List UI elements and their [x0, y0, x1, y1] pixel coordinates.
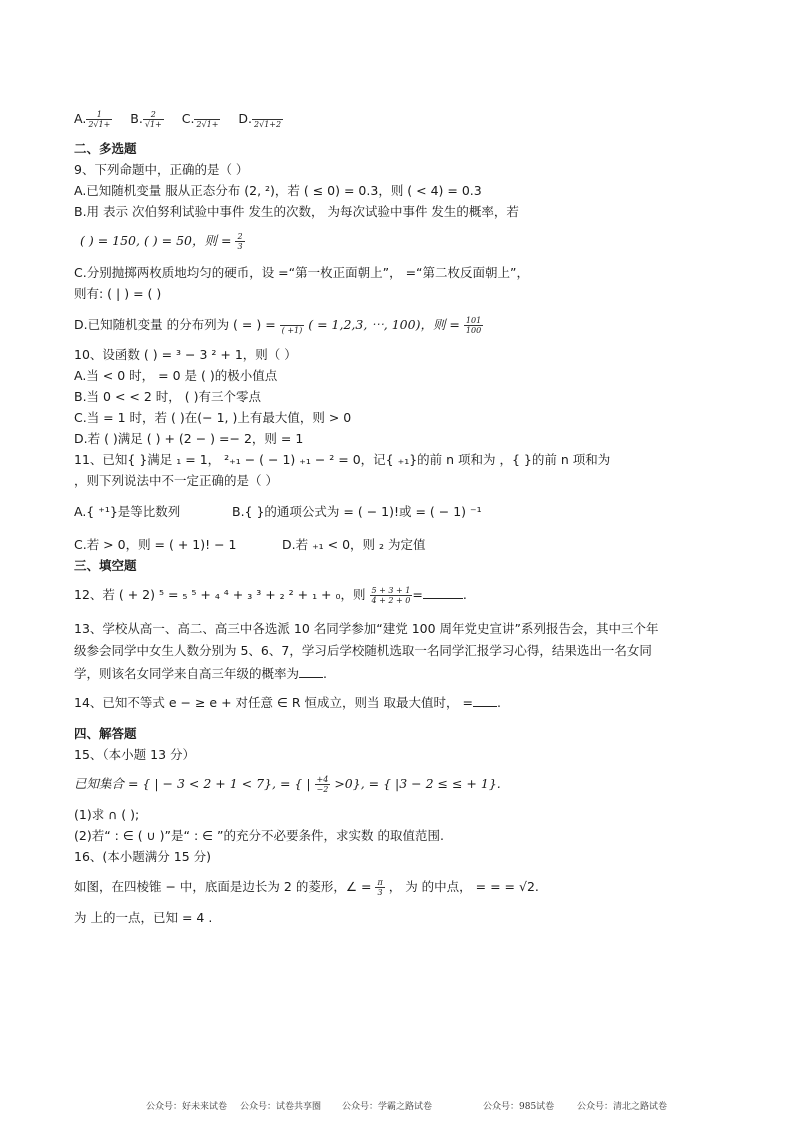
- q11-option-c: C.若 > 0，则 = ( + 1)! − 1: [74, 537, 237, 552]
- section-heading-solutions: 四、解答题: [74, 726, 137, 741]
- q11-options-cd: [74, 537, 426, 553]
- q11-option-d: D.若 ₊₁ < 0，则 ₂ 为定值: [282, 537, 426, 552]
- q8-option-a: A. $\frac{1}{2√1+}$: [74, 110, 111, 129]
- q16-stem: 16、(本小题满分 15 分): [74, 849, 212, 864]
- q8-options: [74, 110, 297, 129]
- q13-line2: 级参会同学中女生人数分别为 5、6、7，学习后学校随机选取一名同学汇报学习心得，结果选出一名女同: [74, 643, 652, 658]
- q9-option-b-line1: B.用 表示 次伯努利试验中事件 发生的次数， 为每次试验中事件 发生的概率，若: [74, 204, 519, 219]
- q8-option-c: C. 2√1+: [181, 111, 219, 129]
- q14-answer-blank[interactable]: [473, 694, 497, 707]
- q10-option-c: C.当 = 1 时，若 ( )在(− 1, )上有最大值，则 > 0: [74, 410, 352, 425]
- q10-option-b: B.当 0 < < 2 时， ( )有三个零点: [74, 389, 261, 404]
- q14: 14、已知不等式 e − ≥ e + 对任意 ∈ R 恒成立，则当 取最大值时， = .: [74, 695, 501, 710]
- q9-option-c-line2: 则有: ( | ) = ( ): [74, 286, 162, 301]
- footer-wechat-4: 公众号：985试卷: [483, 1102, 555, 1112]
- footer-wechat-1: 公众号：好未来试卷: [146, 1102, 228, 1112]
- footer-wechat-2: 公众号：试卷共享圈: [240, 1102, 322, 1112]
- q16-line2: 为 上的一点，已知 = 4 .: [74, 910, 213, 925]
- q10-stem: 10、设函数 ( ) = ³ − 3 ² + 1，则（ ）: [74, 347, 297, 362]
- q11-option-b: B.{ }的通项公式为 = ( − 1)!或 = ( − 1) ⁻¹: [232, 504, 482, 519]
- q11-options-ab: [74, 504, 482, 520]
- q9-option-a: A.已知随机变量 服从正态分布 (2, ²)，若 ( ≤ 0) = 0.3，则 ( < 4) = 0.3: [74, 183, 482, 198]
- footer-wechat-5: 公众号：清北之路试卷: [577, 1102, 668, 1112]
- q9-stem: 9、下列命题中，正确的是（ ）: [74, 162, 249, 177]
- q15-sets: 已知集合 = { | − 3 < 2 + 1 < 7}, = { | $\frac{+4}{-2}$ >0}, = { |3 − 2 ≤ ≤ + 1}.: [74, 775, 501, 794]
- footer-wechat-3: 公众号：学霸之路试卷: [342, 1102, 433, 1112]
- q10-option-d: D.若 ( )满足 ( ) + (2 − ) =− 2，则 = 1: [74, 431, 304, 446]
- q15-stem: 15、（本小题 13 分）: [74, 747, 196, 762]
- q9-option-c-line1: C.分别抛掷两枚质地均匀的硬币，设 =“第一枚正面朝上”， =“第二枚反面朝上”，: [74, 265, 530, 280]
- q15-part1: (1)求 ∩ ( );: [74, 807, 140, 822]
- section-heading-multi-choice: 二、多选题: [74, 141, 137, 156]
- q12: 12、若 ( + 2) ⁵ = ₅ ⁵ + ₄ ⁴ + ₃ ³ + ₂ ² + ₁ + ₀，则 $\frac{5 + 3 + 1}{4 + 2 + 0}$ = .: [74, 586, 467, 605]
- q12-answer-blank[interactable]: [423, 586, 463, 599]
- q11-stem-line1: 11、已知{ }满足 ₁ = 1， ²₊₁ − ( − 1) ₊₁ − ² = 0，记{ ₊₁}的前 n 项和为 ，{ }的前 n 项和为: [74, 452, 611, 467]
- q9-option-d: D.已知随机变量 的分布列为 ( = ) = ( +1) ( = 1,2,3, ⋯, 100)，则 = $\frac{101}{100}$: [74, 316, 482, 335]
- q15-part2: (2)若“ : ∈ ( ∪ )”是“ : ∈ ”的充分不必要条件，求实数 的取值范围.: [74, 828, 444, 843]
- q8-option-d: D. 2√1+2: [238, 111, 282, 129]
- q9-option-b-line2: ( ) = 150, ( ) = 50，则 = $\frac{2}{3}$: [80, 232, 243, 251]
- q10-option-a: A.当 < 0 时， = 0 是 ( )的极小值点: [74, 368, 278, 383]
- q13-line3: 学，则该名女同学来自高三年级的概率为 .: [74, 666, 327, 681]
- q11-stem-line2: ，则下列说法中不一定正确的是（ ）: [74, 473, 278, 488]
- q13-line1: 13、学校从高一、高二、高三中各选派 10 名同学参加“建党 100 周年党史宣讲”系列报告会，其中三个年: [74, 621, 659, 636]
- q16-line1: 如图，在四棱锥 − 中，底面是边长为 2 的菱形，∠ = $\frac{\pi}{3}$ ， 为 的中点， = = = √2.: [74, 878, 539, 897]
- section-heading-fill-in: 三、填空题: [74, 558, 137, 573]
- q8-option-b: B. $\frac{2}{√1+}$: [130, 110, 162, 129]
- q13-answer-blank[interactable]: [299, 665, 323, 678]
- q11-option-a: A.{ ⁺¹}是等比数列: [74, 504, 181, 519]
